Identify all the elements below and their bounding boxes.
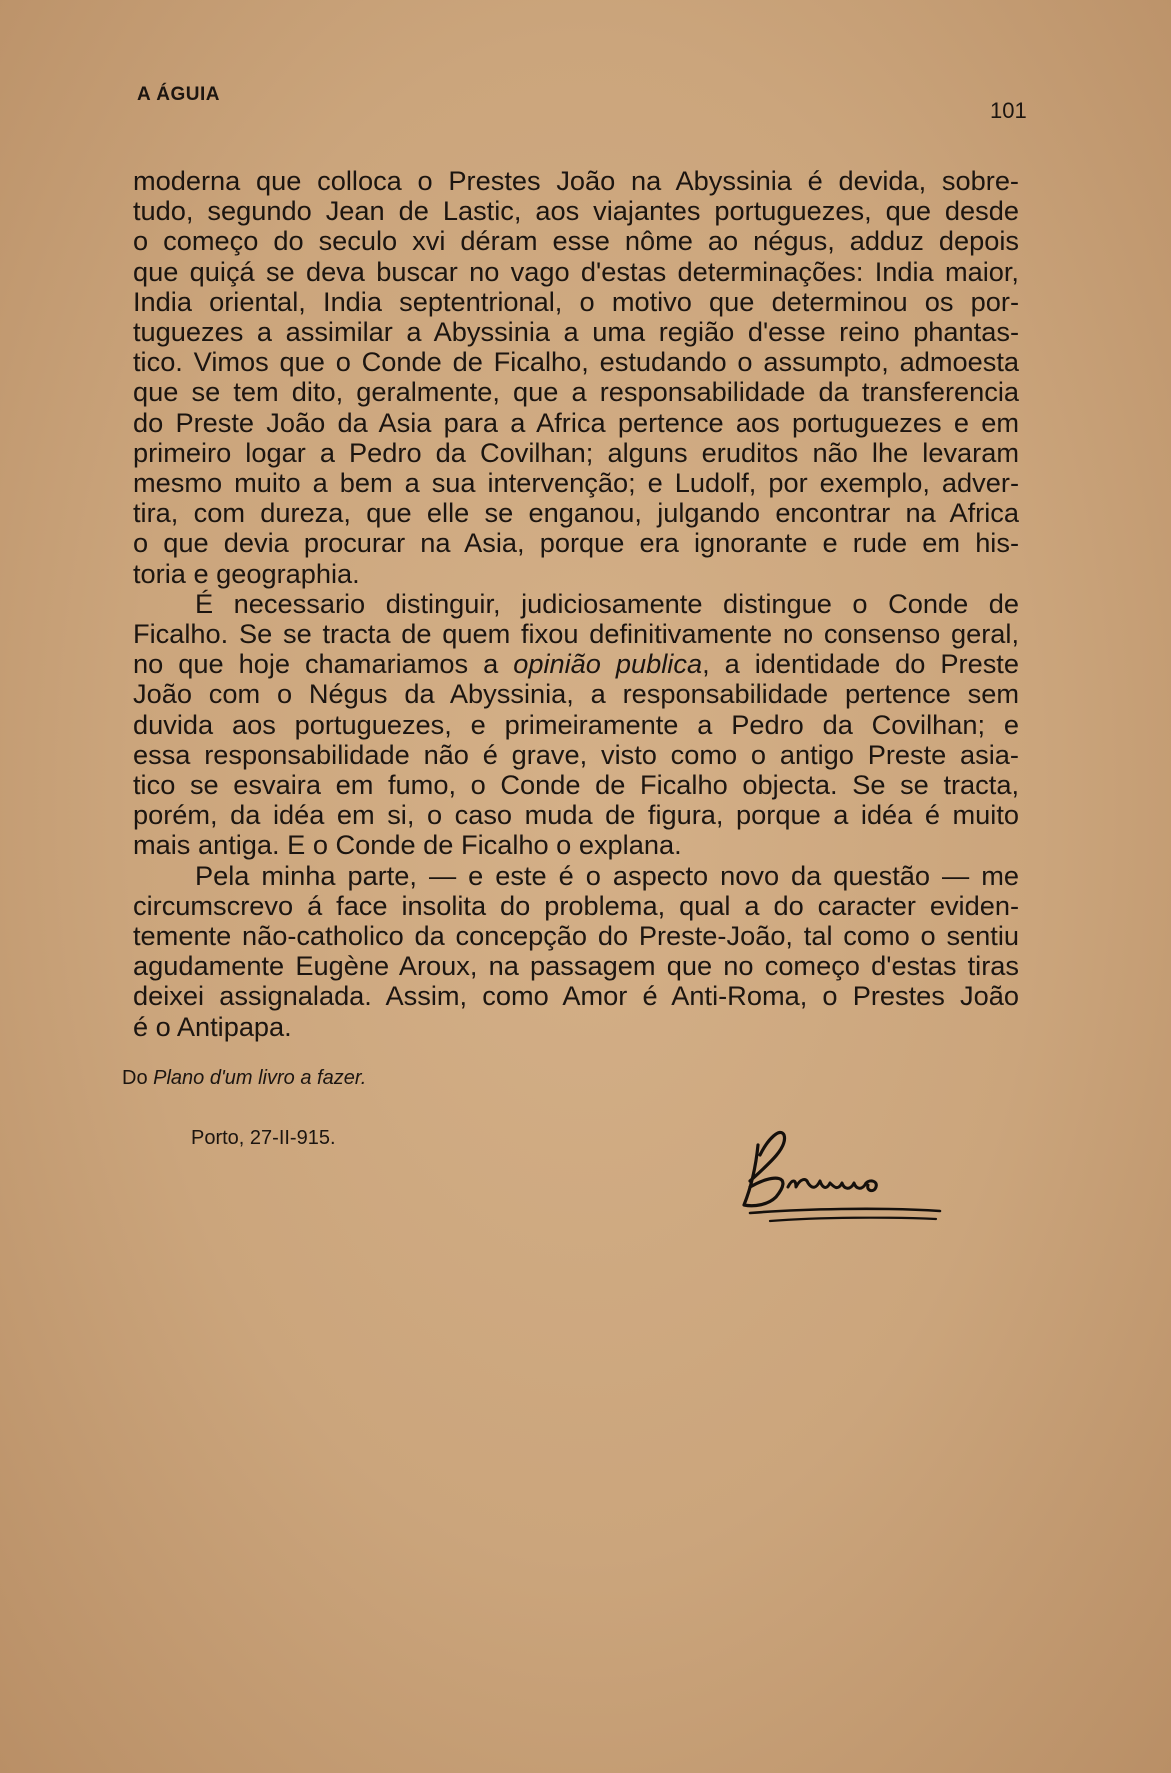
text-line: tira, com dureza, que elle se enganou, julgando encontrar na Africa — [133, 497, 1019, 529]
text-line: o começo do seculo xvi déram esse nôme ao négus, adduz depois — [133, 225, 1019, 257]
text-line: Pela minha parte, — e este é o aspecto novo da questão — me — [195, 859, 1019, 891]
text-line: tudo, segundo Jean de Lastic, aos viajantes portuguezes, que desde — [133, 195, 1019, 227]
running-title: A ÁGUIA — [137, 84, 221, 105]
body-text — [133, 166, 1019, 1042]
text-line: o que devia procurar na Asia, porque era ignorante e rude em his- — [133, 527, 1019, 559]
text-line: porém, da idéa em si, o caso muda de figura, porque a idéa é muito — [133, 799, 1019, 831]
text-line: que se tem dito, geralmente, que a responsabilidade da transferencia — [133, 376, 1019, 408]
signature-bruno — [730, 1125, 950, 1225]
text-line: toria e geographia. — [133, 557, 360, 589]
text-line: primeiro logar a Pedro da Covilhan; alguns eruditos não lhe levaram — [133, 436, 1019, 468]
text-line: essa responsabilidade não é grave, visto como o antigo Preste asia- — [133, 738, 1019, 770]
place-date: Porto, 27-II-915. — [191, 1127, 336, 1149]
text-line: é o Antipapa. — [133, 1010, 292, 1042]
text-line: mais antiga. E o Conde de Ficalho o explana. — [133, 829, 682, 861]
source-note — [122, 1067, 366, 1090]
source-prefix: Do — [122, 1067, 154, 1089]
text-line: João com o Négus da Abyssinia, a responsabilidade pertence sem — [133, 678, 1019, 710]
page-number: 101 — [990, 98, 1027, 123]
text-line: duvida aos portuguezes, e primeiramente a Pedro da Covilhan; e — [133, 708, 1019, 740]
text-line: que quiçá se deva buscar no vago d'estas determinações: India maior, — [133, 255, 1019, 287]
text-line: mesmo muito a bem a sua intervenção; e Ludolf, por exemplo, adver- — [133, 467, 1019, 499]
text-line: Ficalho. Se se tracta de quem fixou definitivamente no consenso geral, — [133, 618, 1019, 650]
text-line: deixei assignalada. Assim, como Amor é Anti-Roma, o Prestes João — [133, 980, 1019, 1012]
emphasis-opiniao-publica: opinião publica — [513, 648, 703, 680]
text-line: tico se esvaira em fumo, o Conde de Ficalho objecta. Se se tracta, — [133, 769, 1019, 801]
text-line: tuguezes a assimilar a Abyssinia a uma região d'esse reino phantas- — [133, 316, 1019, 348]
text-line: temente não-catholico da concepção do Preste-João, tal como o sentiu — [133, 920, 1019, 952]
text-line: É necessario distinguir, judiciosamente distingue o Conde de — [195, 587, 1019, 619]
text-line: agudamente Eugène Aroux, na passagem que no começo d'estas tiras — [133, 950, 1019, 982]
text-segment: , a identidade do Preste — [702, 648, 1019, 680]
text-segment: no que hoje chamariamos a — [133, 648, 514, 680]
text-line: do Preste João da Asia para a Africa pertence aos portuguezes e em — [133, 406, 1019, 438]
text-line: tico. Vimos que o Conde de Ficalho, estudando o assumpto, admoesta — [133, 346, 1019, 378]
text-line: circumscrevo á face insolita do problema, qual a do caracter eviden- — [133, 889, 1019, 921]
source-title: Plano d'um livro a fazer. — [153, 1067, 367, 1089]
text-line: India oriental, India septentrional, o motivo que determinou os por- — [133, 285, 1019, 317]
text-line-with-emphasis — [133, 649, 1019, 679]
text-line: moderna que colloca o Prestes João na Abyssinia é devida, sobre- — [133, 165, 1019, 196]
